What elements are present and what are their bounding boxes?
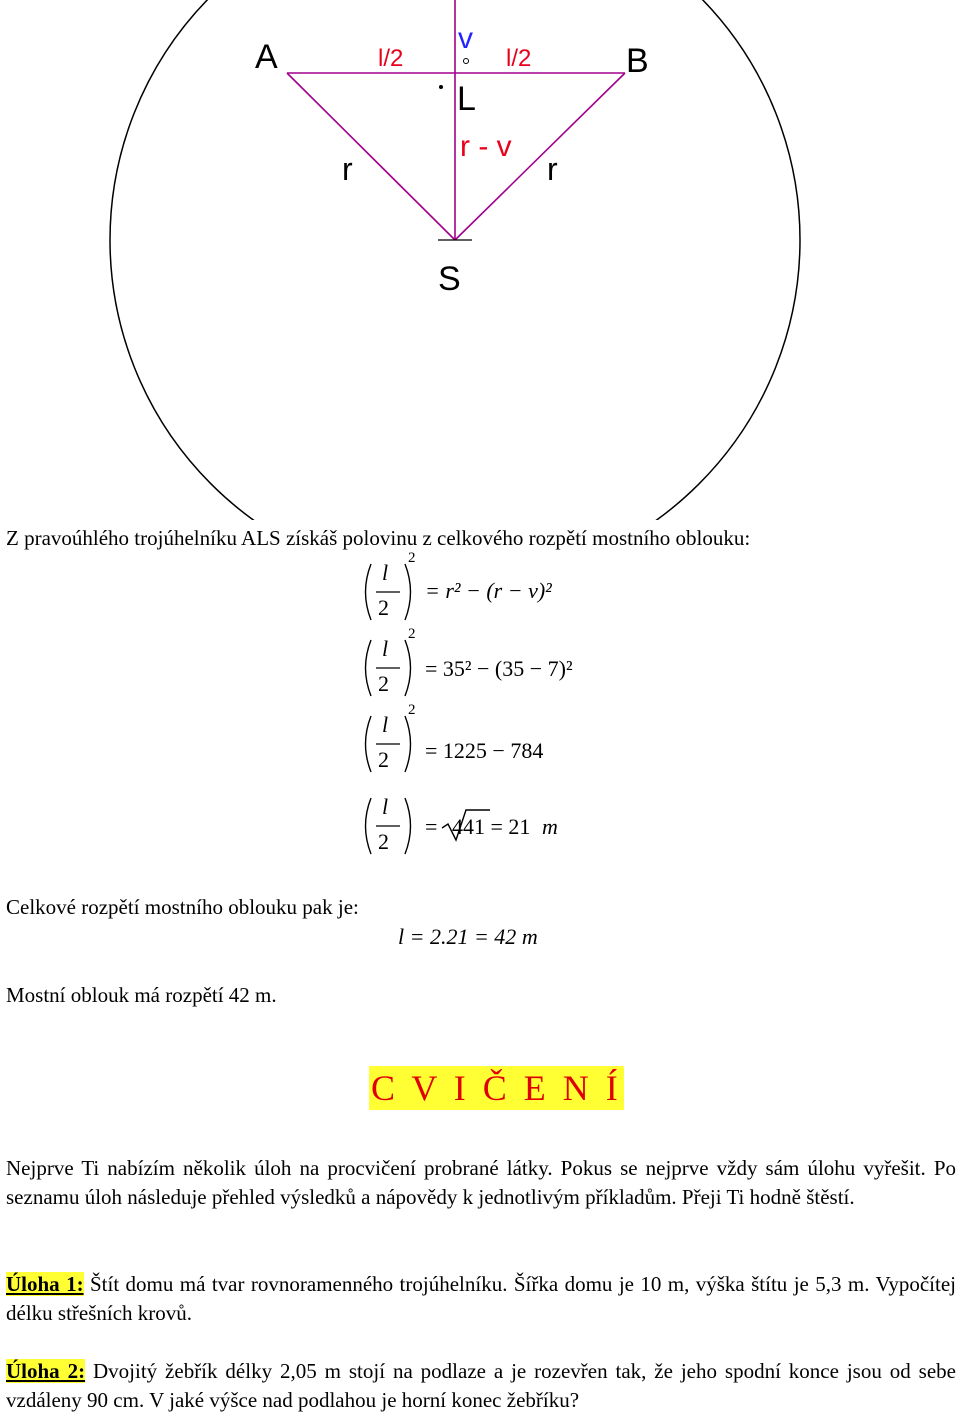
eq3-num: l [382,712,389,737]
exercise-intro: Nejprve Ti nabízím několik úloh na procvičení probrané látky. Pokus se nejprve vždy sám úlohu vyřešit. Po seznamu úloh následuje přehled výsledků a nápovědy k jednotlivým příkladům. Přeji Ti hodně štěstí. [6,1156,956,1209]
eq4-den: 2 [378,829,389,854]
exercise-heading: C V I Č E N Í [371,1068,622,1108]
radius-SA [287,73,455,240]
eq3-exp: 2 [408,702,416,718]
total-text: Celkové rozpětí mostního oblouku pak je: [6,895,359,919]
eq3-den: 2 [378,747,389,772]
intro-text: Z pravoúhlého trojúhelníku ALS získáš polovinu z celkového rozpětí mostního oblouku: [6,526,751,550]
right-angle-dot [439,85,443,89]
eq1-num: l [382,560,389,585]
task-2 [6,1357,956,1415]
eq2-exp: 2 [408,626,416,642]
task-1 [6,1270,956,1328]
eq1-den: 2 [378,595,389,620]
label-v: v [458,22,473,55]
eq3-rhs: = 1225 − 784 [425,738,544,763]
label-l2-left: l/2 [378,45,404,72]
label-l2-right: l/2 [506,45,532,72]
eq4-rhs-value: 441 = 21 [452,814,531,839]
label-L: L [457,80,476,118]
label-A: A [255,38,278,76]
eq1-exp: 2 [408,550,416,566]
eq1-rhs: = r² − (r − v)² [425,578,552,603]
label-r-minus-v: r - v [460,130,512,163]
label-B: B [626,42,649,80]
total-equation [398,924,538,950]
eq4-rhs-eq: = [425,814,438,839]
eq4-unit: m [542,814,558,839]
point-L-marker [464,59,469,64]
eq4-num: l [382,794,389,819]
total-eq-unit: m [521,924,538,949]
eq2-rhs: = 35² − (35 − 7)² [425,656,573,681]
task-1-label: Úloha 1: [6,1272,84,1296]
circle-diagram [0,0,960,520]
label-r-left: r [342,151,353,187]
eq2-den: 2 [378,671,389,696]
task-1-text: Štít domu má tvar rovnoramenného trojúhelníku. Šířka domu je 10 m, výška štítu je 5,3 m. Vypočítej délku střešních krovů. [6,1272,956,1325]
total-eq-body: l = 2.21 = 42 [398,924,517,949]
task-2-text: Dvojitý žebřík délky 2,05 m stojí na podlaze a je rozevřen tak, že jeho spodní konce jsou od sebe vzdáleny 90 cm. V jaké výšce nad podlahou je horní konec žebříku? [6,1359,956,1412]
label-r-right: r [547,151,558,187]
eq2-num: l [382,636,389,661]
task-2-label: Úloha 2: [6,1359,86,1383]
conclusion-text: Mostní oblouk má rozpětí 42 m. [6,983,277,1007]
label-S: S [438,260,461,298]
